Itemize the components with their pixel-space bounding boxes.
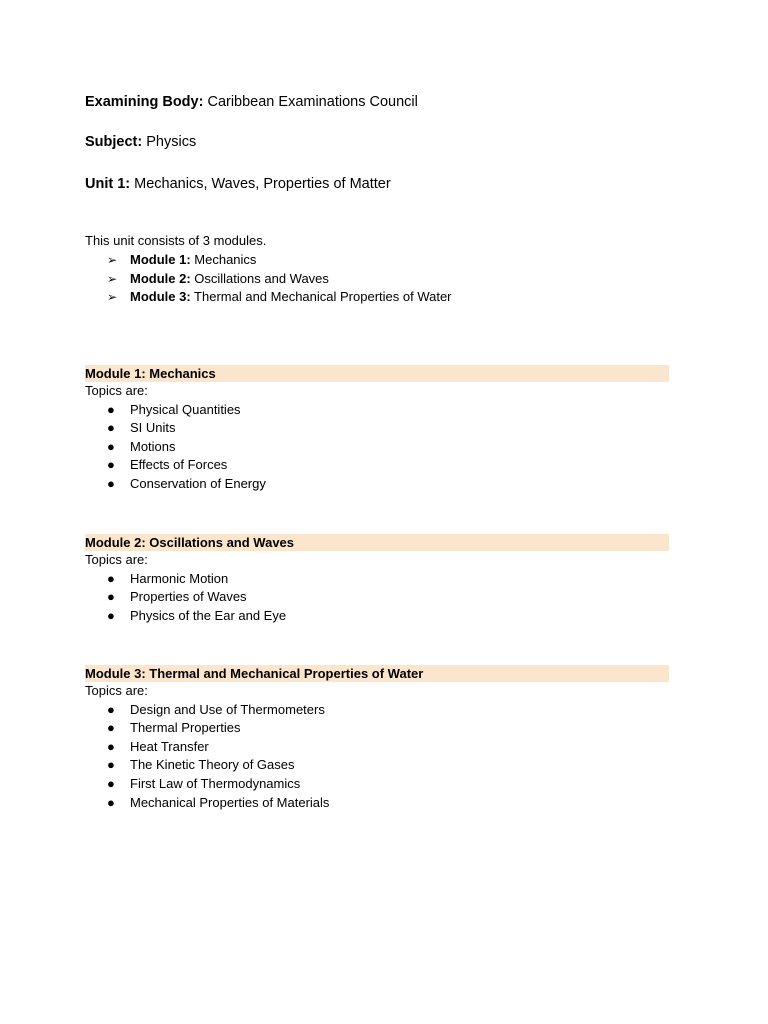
topic-text: Design and Use of Thermometers [130,701,325,717]
topics-label: Topics are: [85,683,148,698]
topics-label: Topics are: [85,552,148,567]
bullet-icon: ● [107,701,115,717]
section-title: Module 1: Mechanics [85,365,669,382]
list-item [85,401,669,420]
module-value: Oscillations and Waves [190,270,329,286]
list-item [85,719,669,738]
topics-label: Topics are: [85,383,148,398]
list-item [85,588,669,607]
bullet-icon: ● [107,420,115,436]
list-item [85,756,669,775]
intro-text: This unit consists of 3 modules. [85,233,267,248]
examining-body-label: Examining Body: [85,94,204,110]
list-item [85,775,669,794]
arrow-bullet-icon: ➢ [107,271,118,286]
list-item [85,438,669,457]
list-item [85,270,452,289]
list-item [85,570,669,589]
bullet-icon: ● [107,720,115,736]
topic-text: Effects of Forces [130,457,228,473]
bullet-icon: ● [107,401,115,417]
list-item [85,794,669,813]
subject-value: Physics [142,134,197,150]
module-summary-list [85,251,452,307]
topic-text: Physical Quantities [130,401,241,417]
list-item [85,607,669,626]
list-item [85,475,669,494]
topic-text: The Kinetic Theory of Gases [130,757,295,773]
topic-list [85,701,669,813]
list-item [85,456,669,475]
topic-text: Physics of the Ear and Eye [130,607,287,623]
arrow-bullet-icon: ➢ [107,253,118,267]
topic-text: Thermal Properties [130,720,241,736]
module-label: Module 3: [130,289,191,305]
list-item [85,251,452,270]
bullet-icon: ● [107,570,115,586]
bullet-icon: ● [107,589,115,605]
list-item [85,738,669,757]
bullet-icon: ● [107,607,115,623]
unit-label: Unit 1: [85,176,131,192]
bullet-icon: ● [107,475,115,491]
examining-body-line [85,92,418,112]
topic-text: SI Units [130,420,176,436]
topic-text: Heat Transfer [130,738,209,754]
module-value: Mechanics [190,252,257,267]
topic-list [85,401,669,494]
module-value: Thermal and Mechanical Properties of Water [190,289,452,305]
module-3-section [85,665,669,812]
topic-text: First Law of Thermodynamics [130,775,301,791]
section-title: Module 2: Oscillations and Waves [85,534,669,551]
topic-text: Harmonic Motion [130,570,229,586]
topic-text: Conservation of Energy [130,475,266,491]
topic-text: Mechanical Properties of Materials [130,794,330,810]
topic-list [85,570,669,626]
list-item [85,419,669,438]
examining-body-value: Caribbean Examinations Council [203,94,418,110]
module-1-section [85,365,669,494]
bullet-icon: ● [107,438,115,454]
subject-line [85,132,196,152]
unit-line [85,174,391,194]
list-item [85,701,669,720]
module-label: Module 1: [130,252,191,267]
bullet-icon: ● [107,775,115,791]
bullet-icon: ● [107,738,115,754]
module-label: Module 2: [130,270,191,286]
arrow-bullet-icon: ➢ [107,290,118,305]
topic-text: Motions [130,438,176,454]
bullet-icon: ● [107,457,115,473]
topic-text: Properties of Waves [130,589,247,605]
module-2-section [85,534,669,625]
subject-label: Subject: [85,134,143,150]
bullet-icon: ● [107,757,115,773]
bullet-icon: ● [107,794,115,810]
unit-value: Mechanics, Waves, Properties of Matter [130,176,391,192]
list-item [85,288,452,307]
section-title: Module 3: Thermal and Mechanical Properties of Water [85,665,669,682]
